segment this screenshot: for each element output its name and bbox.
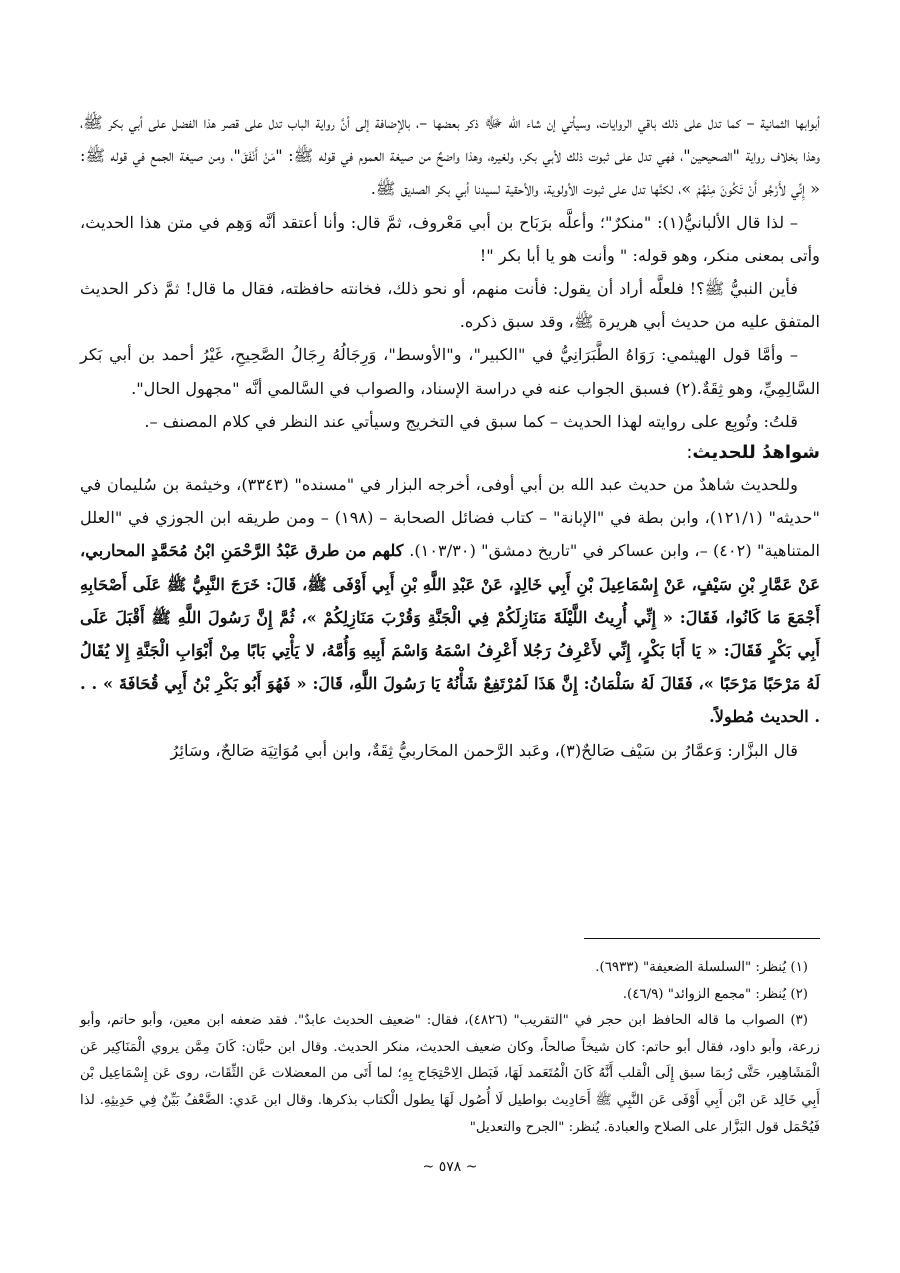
footnotes: [80, 955, 820, 1141]
hadith-text: كلهم من طرق عَبْدُ الرَّحْمَنِ ابْنُ مُحَمَّدٍ المحاربي، عَنْ عَمَّارِ بْنِ سَيْفٍ، عَنْ إِسْمَاعِيلَ بْنِ أَبِي خَالِدٍ، عَنْ عَبْدِ اللَّهِ بْنِ أَبِي أَوْفَى ﷺ، قَالَ: خَرَجَ النَّبِيُّ ﷺ عَلَى أَصْحَابِهِ أَجْمَعَ مَا كَانُوا، فَقَالَ: « إِنِّي أُرِيتُ اللَّيْلَةَ مَنَازِلَكُمْ فِي الْجَنَّةِ وَقُرْبَ مَنَازِلِكُمْ »، ثُمَّ إِنَّ رَسُولَ اللَّهِ ﷺ أَقْبَلَ عَلَى أَبِي بَكْرٍ فَقَالَ: « يَا أَبَا بَكْرٍ، إِنِّي لأَعْرِفُ رَجُلا أَعْرِفُ اسْمَهُ وَاسْمَ أَبِيهِ وَأُمَّهُ، لا يَأْتِي بَابًا مِنْ أَبْوَابِ الْجَنَّةِ إِلا يُقَالُ لَهُ مَرْحَبًا مَرْحَبًا »، فَقَالَ لَهُ سَلْمَانُ: إِنَّ هَذَا لَمُرْتَفِعٌ شَأْنُهُ يَا رَسُولَ اللَّهِ، قَالَ: « فَهُوَ أَبُو بَكْرِ بْنُ أَبِي قُحَافَةَ » . . . الحديث مُطولاً.: [80, 541, 820, 727]
body-text: [80, 106, 820, 767]
section-heading-text: شواهدُ للحديث: [692, 442, 820, 464]
paragraph-3: فأين النبيُّ ﷺ؟! فلعلَّه أراد أن يقول: فأنت منهم، أو نحو ذلك، فخانته حافظته، فقال ما قال! ثمَّ ذكر الحديث المتفق عليه من حديث أبي هريرة ﷺ، وقد سبق ذكره.: [80, 279, 820, 332]
paragraph-6-text: وللحديث شاهدٌ من حديث عبد الله بن أبي أوفى، أخرجه البزار في "مسنده" (٣٣٤٣)، وخيثمة بن سُليمان في "حديثه" (١٢١/١)، وابن بطة في "الإبانة" – كتاب فضائل الصحابة – (١٩٨) – ومن طريقه ابن الجوزي في "العلل المتناهية" (٤٠٢) –، وابن عساكر في "تاريخ دمشق" (١٠٣/٣٠).: [80, 475, 820, 561]
section-heading-colon: :: [686, 442, 693, 464]
paragraph-2: – لذا قال الألبانيُّ(١): "منكرٌ"؛ وأعلَّه برَبَاح بن أبي مَعْروف، ثمَّ قال: وأنا أعتقد أنَّه وَهِم في متن هذا الحديث، وأتى بمعنى منكر، وهو قوله: " وأنت هو يا أبا بكر "!: [80, 212, 820, 265]
footnote-1: (١) يُنظر: "السلسلة الضعيفة" (٦٩٣٣).: [595, 960, 808, 975]
paragraph-6: [80, 468, 820, 734]
paragraph-1: أبوابها الثمانية – كما تدل على ذلك باقي الروايات، وسيأتي إن شاء الله ﷻ ذكر بعضها –، بالإضافة إلى أنَّ رواية الباب تدل على قصر هذا الفضل على أبي بكر ﷺ، وهذا بخلاف رواية "الصحيحين"، فهي تدل على ثبوت ذلك لأبي بكر، ولغيره، وهذا واضحٌ من صيغة العموم في قوله ﷺ: "مَنْ أَنْفَقَ"، ومن صيغة الجمع في قوله ﷺ: « إِنِّي لأَرْجُو أَنْ تَكُونَ مِنْهُمْ »، لكنَّها تدل على ثبوت الأولوية، والأحقية لسيدنا أبي بكر الصديق ﷺ.: [80, 113, 820, 199]
footnote-2: (٢) يُنظر: "مجمع الزوائد" (٤٦/٩).: [622, 986, 808, 1002]
section-heading: [80, 438, 820, 468]
page-number: ~ ٥٧٨ ~: [422, 1159, 478, 1175]
paragraph-7: قال البزَّار: وَعمَّارُ بن سَيْف صَالحٌ(٣)، وعَبد الرَّحمن المحَاربيُّ ثِقَةٌ، وابن أبي مُوَاتِيَة صَالحٌ، وسَائِرُ: [170, 740, 798, 760]
paragraph-4: – وأمَّا قول الهيثمي: رَوَاهُ الطَّبَرَانِيُّ في "الكبير"، و"الأوسط"، وَرِجَالُهُ رِجَالُ الصَّحِيحِ، غَيْرُ أحمد بن أبي بَكر السَّالِمِيِّ، وهو ثِقَةٌ.(٢) فسبق الجواب عنه في دراسة الإسناد، والصواب في السَّالمي أنَّه "مجهول الحال".: [80, 345, 820, 398]
paragraph-5: قلتُ: وتُوبِع على روايته لهذا الحديث – كما سبق في التخريج وسيأتي عند النظر في كلام المصنف –.: [144, 411, 798, 431]
footnote-separator: [584, 938, 820, 939]
footnote-3: (٣) الصواب ما قاله الحافظ ابن حجر في "التقريب" (٤٨٢٦)، فقال: "ضعيف الحديث عابدٌ". فقد ضعفه ابن معين، وأبو حاتم، وأبو زرعة، وأبو داود، فقال أبو حاتم: كان شيخاً صالحاً، وكان ضعيف الحديث، منكر الحديث. وقال ابن حبَّان: كَانَ مِمَّن يروي الْمَنَاكِير عَن الْمَشَاهِير، حَتَّى رُبمَا سبق إِلَى الْقلب أَنَّهُ كَانَ الْمُتَعَمد لَهَا، فَبَطل الِاحْتِجَاج بِهِ؛ لما أَتَى من المعضلات عَن الثِّقَات، روى عَن إِسْمَاعِيل بْن أَبِي خَالِد عَن ابْن أَبِي أَوْفَى عَن النَّبِي ﷺ أَحَادِيث بواطيل لَا أُصُول لَهَا يطول الْكتاب بذكرها. وقال ابن عَدي: الضَّعْفُ بَيِّنٌ فِي حَدِيثِهِ. لذا فَيُحْمَل قول البَزَّار على الصلاح والعبادة. يُنظر: "الجرح والتعديل": [80, 1013, 820, 1135]
